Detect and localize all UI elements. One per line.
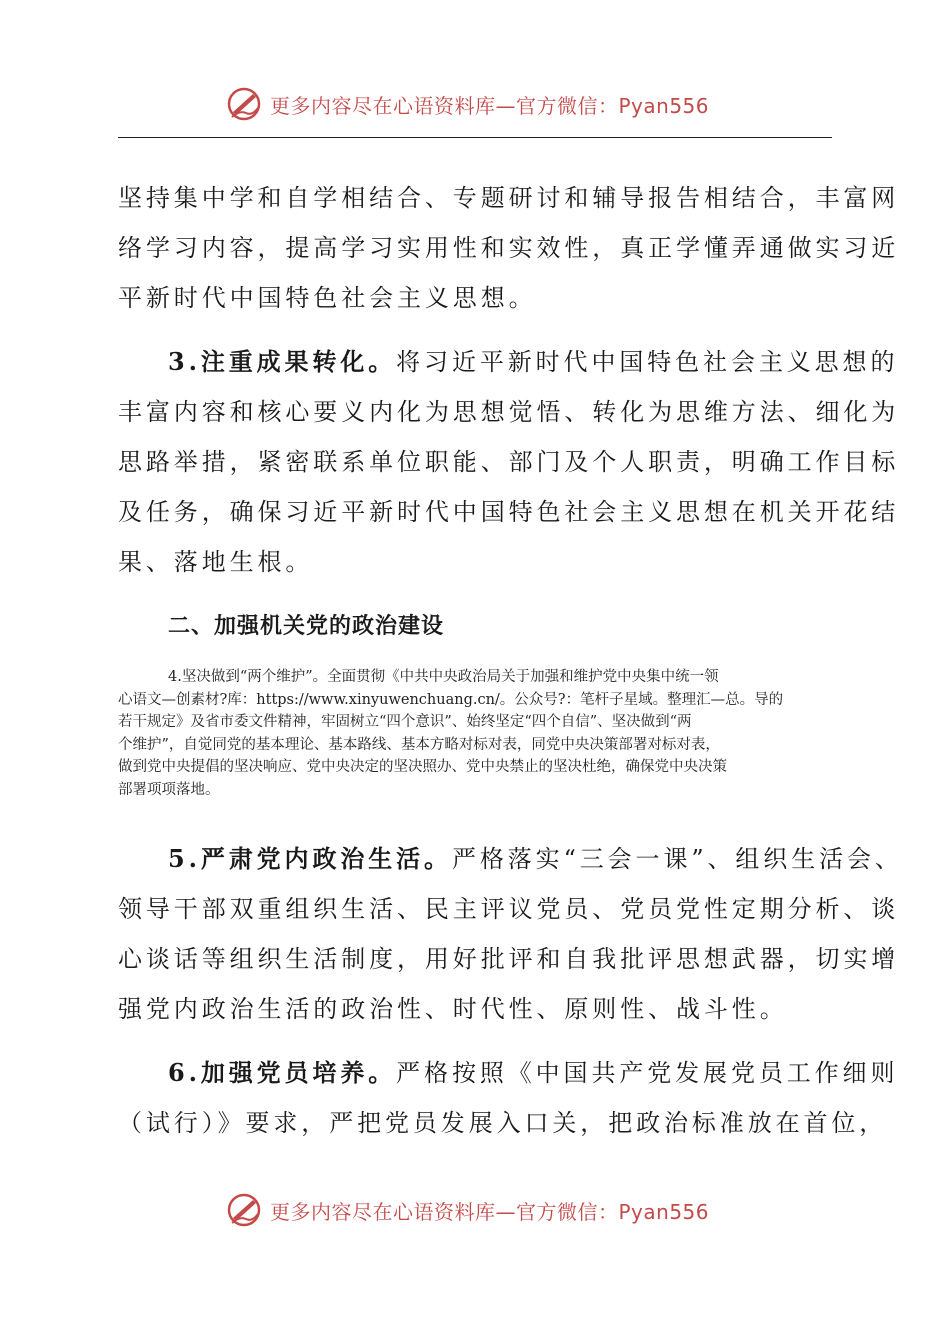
text-line: 思路举措，紧密联系单位职能、部门及个人职责，明确工作目标 [118,448,900,476]
item-5-first-line: 严格落实“三会一课”、组织生活会、 [451,845,903,873]
header-banner [224,84,709,124]
text-line: 部署项项落地。 [118,781,220,798]
text-line: 心谈话等组织生活制度，用好批评和自我批评思想武器，切实增 [118,945,900,973]
text-line [118,834,903,884]
text-line: 坚持集中学和自学相结合、专题研讨和辅导报告相结合，丰富网 [118,184,900,212]
text-line: 个维护”，自觉同党的基本理论、基本路线、基本方略对标对表，同党中央决策部署对标对表， [118,736,720,753]
text-line [118,1048,899,1098]
text-line: 心语文—创素材?库：https://www.xinyuwenchuang.cn/。公众号?：笔杆子星域。整理汇—总。导的 [118,691,784,708]
text-line: 做到党中央提倡的坚决响应、党中央决定的坚决照办、党中央禁止的坚决杜绝，确保党中央决策 [118,759,727,775]
footer-banner [224,1190,709,1230]
pen-logo-icon [224,84,264,124]
item-6-lead: 6.加强党员培养。 [168,1058,397,1087]
paragraph-item-5 [118,834,903,1034]
pen-logo-icon [224,1190,264,1230]
section-heading: 二、加强机关党的政治建设 [168,614,445,639]
text-line: 领导干部双重组织生活、民主评议党员、党员党性定期分析、谈 [118,895,900,923]
text-line: 丰富内容和核心要义内化为思想觉悟、转化为思维方法、细化为 [118,398,900,426]
text-line: 强党内政治生活的政治性、时代性、原则性、战斗性。 [118,995,788,1023]
text-line: 及任务，确保习近平新时代中国特色社会主义思想在机关开花结 [118,498,900,526]
text-line: 4.坚决做到“两个维护”。全面贯彻《中共中央政治局关于加强和维护党中央集中统一领 [168,669,719,685]
text-line: 果、落地生根。 [118,548,314,576]
text-line [118,337,899,387]
paragraph-study-continuation [118,173,900,323]
paragraph-item-6 [118,1048,899,1148]
item-3-lead: 3.注重成果转化。 [168,347,397,376]
paragraph-item-3 [118,337,900,587]
paragraph-item-4 [118,666,838,801]
item-3-first-line: 将习近平新时代中国特色社会主义思想的 [396,348,899,376]
header-banner-text: 更多内容尽在心语资料库—官方微信：Pyan556 [270,93,710,118]
text-line: 平新时代中国特色社会主义思想。 [118,284,537,312]
text-line: 若干规定》及省市委文件精神，牢固树立“四个意识”、始终坚定“四个自信”、坚决做到“两 [118,714,692,730]
footer-banner-text: 更多内容尽在心语资料库—官方微信：Pyan556 [270,1199,710,1224]
header-divider [118,137,832,138]
item-5-lead: 5.严肃党内政治生活。 [168,844,452,873]
text-line: （试行）》要求，严把党员发展入口关，把政治标准放在首位， [118,1109,888,1137]
text-line: 络学习内容，提高学习实用性和实效性，真正学懂弄通做实习近 [118,234,900,262]
item-6-first-line: 严格按照《中国共产党发展党员工作细则 [396,1059,899,1087]
